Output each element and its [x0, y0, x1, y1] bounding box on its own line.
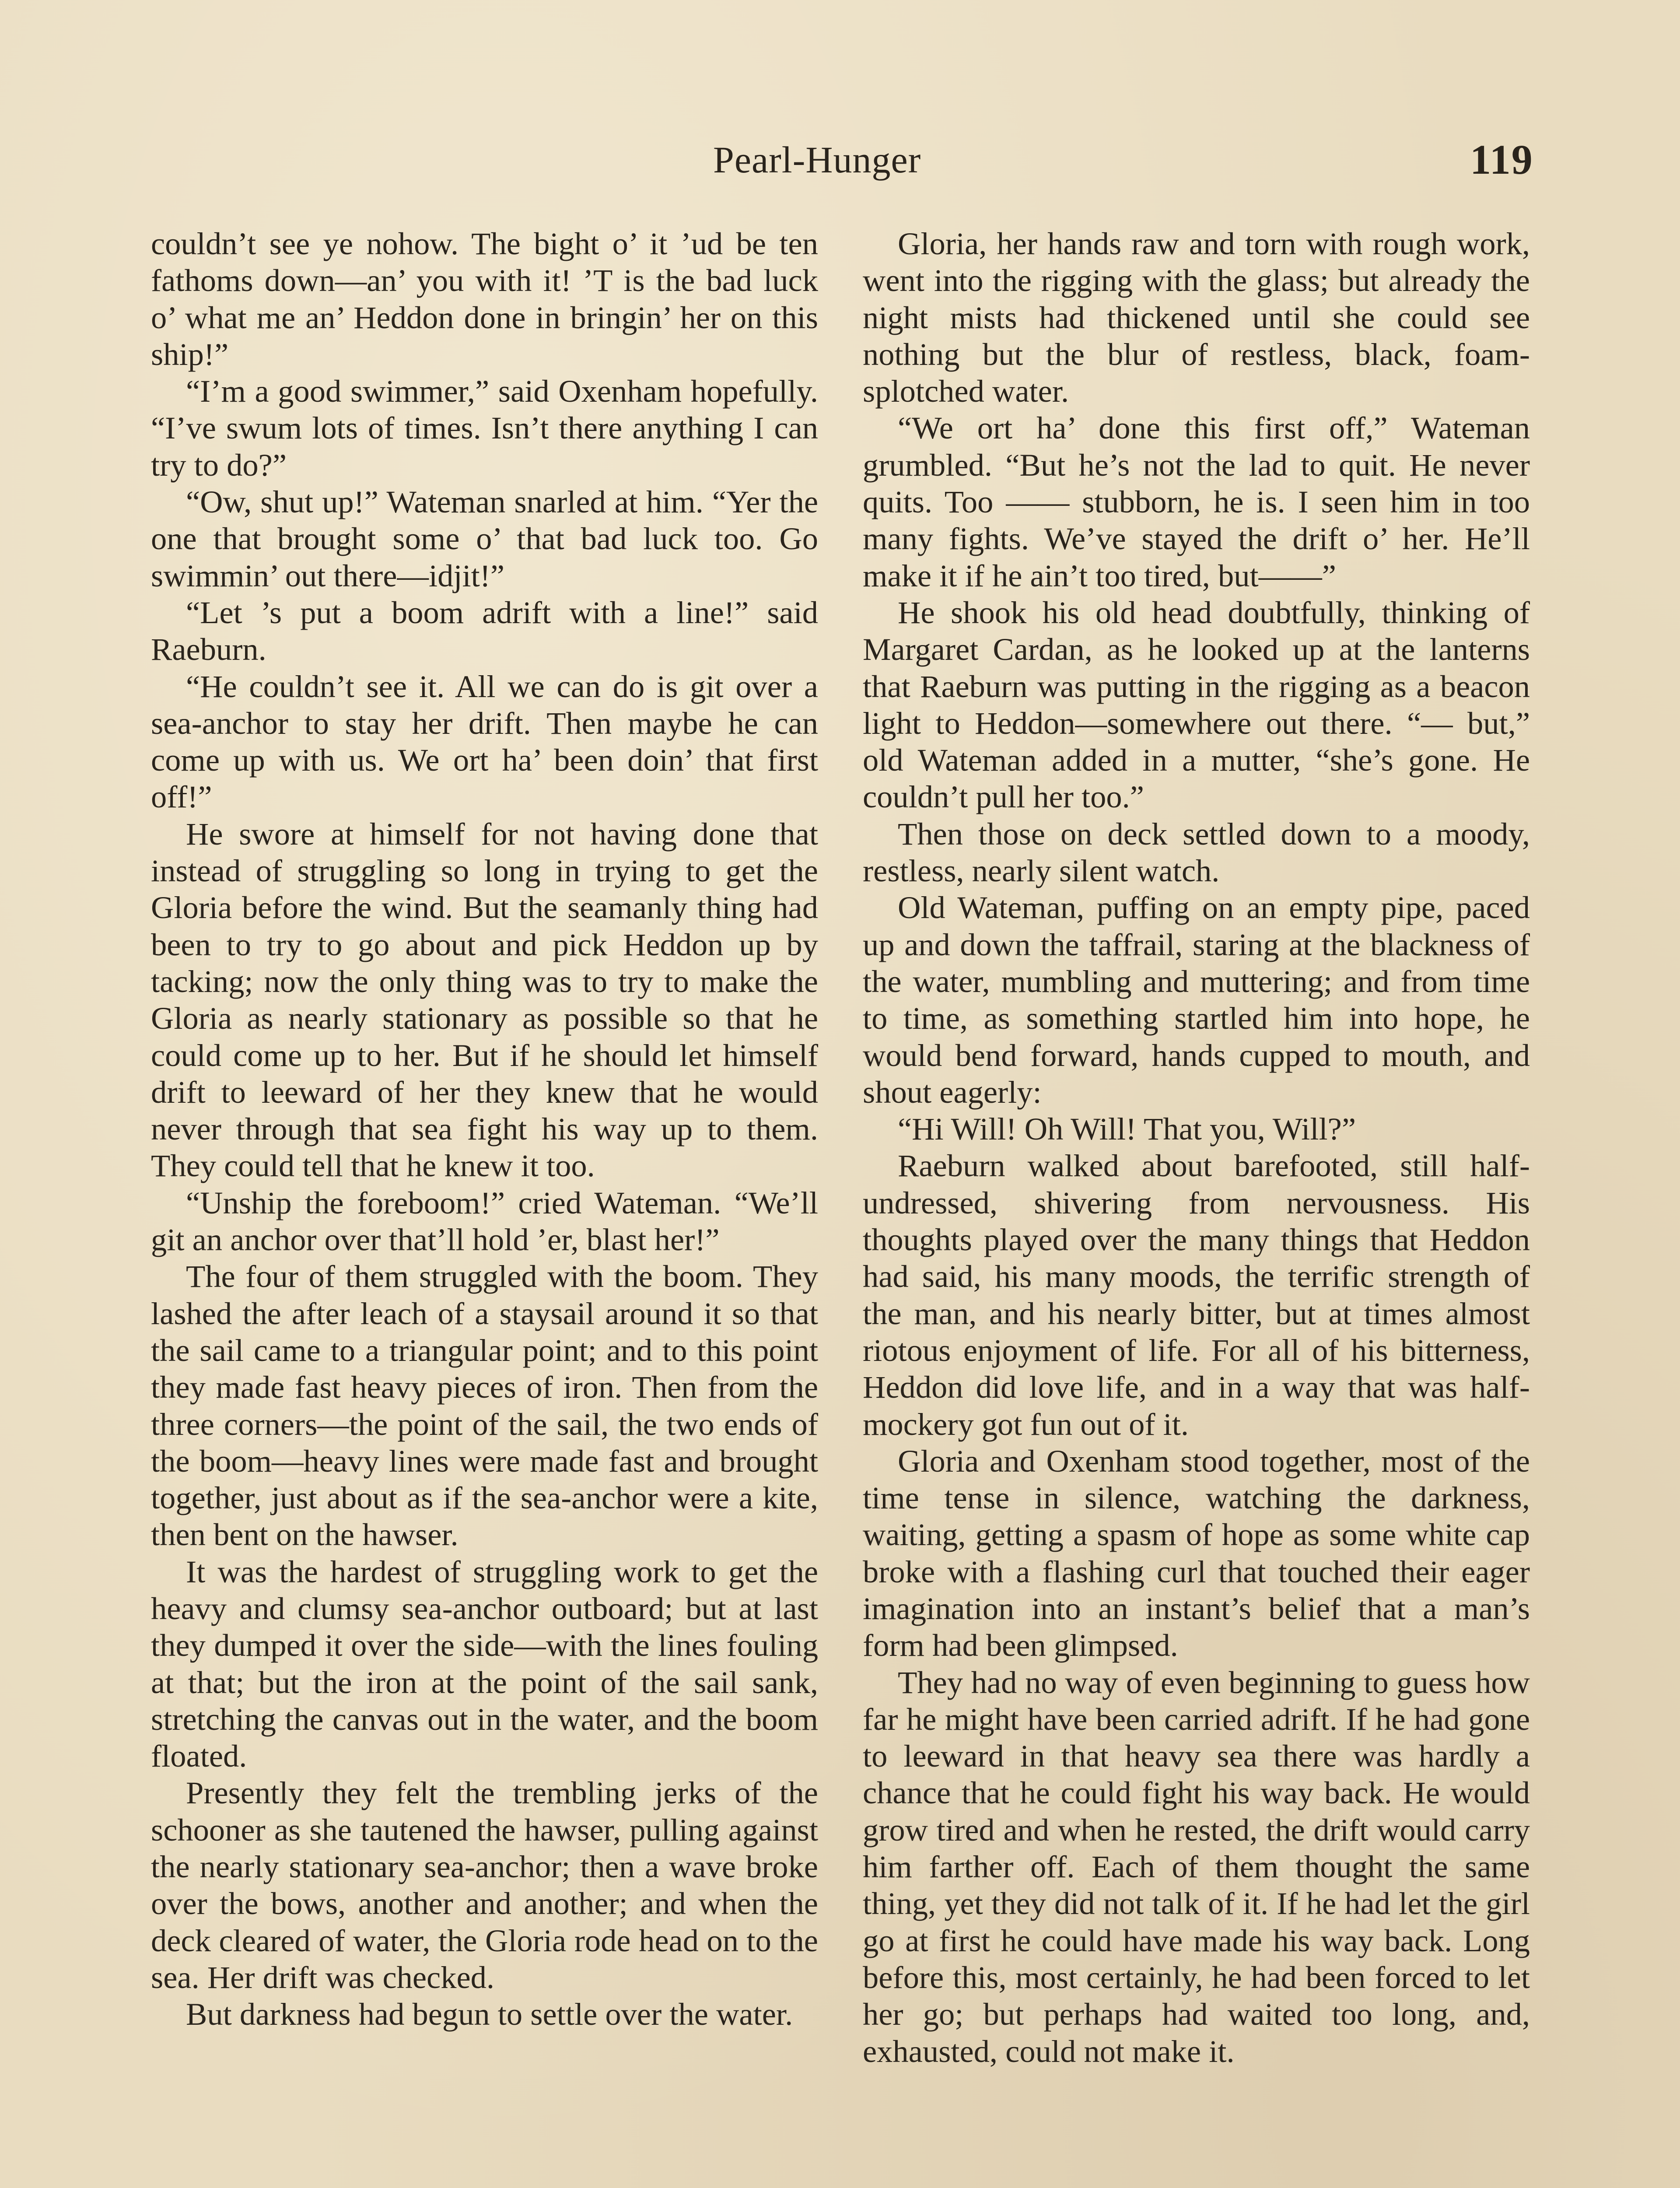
page-header	[0, 131, 1680, 193]
paragraph: They had no way of even beginning to guess how far he might have been carried adrift. If he had gone to leeward in that heavy sea there was hardly a chance that he could fight his way back. He would grow tired and when he rested, the drift would carry him farther off. Each of them thought the same thing, yet they did not talk of it. If he had let the girl go at first he could have made his way back. Long before this, most certainly, he had been forced to let her go; but perhaps had waited too long, and, exhausted, could not make it.	[863, 1664, 1530, 2069]
paragraph: “We ort ha’ done this first off,” Wateman grumbled. “But he’s not the lad to quit. He never quits. Too —— stubborn, he is. I seen him in too many fights. We’ve stayed the drift o’ her. He’ll make it if he ain’t too tired, but——”	[863, 410, 1530, 593]
paragraph: Raeburn walked about barefooted, still half-undressed, shivering from nervousness. His thoughts played over the many things that Heddon had said, his many moods, the terrific strength of the man, and his nearly bitter, but at times almost riotous enjoyment of life. For all of his bitterness, Heddon did love life, and in a way that was half-mockery got fun out of it.	[863, 1148, 1530, 1442]
paragraph: “Unship the foreboom!” cried Wateman. “We’ll git an anchor over that’ll hold ’er, blast her!”	[151, 1185, 818, 1258]
paragraph: Gloria and Oxenham stood together, most of the time tense in silence, watching the darkness, waiting, getting a spasm of hope as some white cap broke with a flashing curl that touched their eager imagination into an instant’s belief that a man’s form had been glimpsed.	[863, 1443, 1530, 1663]
paragraph: Old Wateman, puffing on an empty pipe, paced up and down the taffrail, staring at the blackness of the water, mumbling and muttering; and from time to time, as something startled him into hope, he would bend forward, hands cupped to mouth, and shout eagerly:	[863, 890, 1530, 1110]
running-title: Pearl-Hunger	[713, 139, 921, 181]
left-column	[151, 225, 818, 2033]
paragraph: “Let ’s put a boom adrift with a line!” said Raeburn.	[151, 594, 818, 667]
paragraph: The four of them struggled with the boom. They lashed the after leach of a staysail around it so that the sail came to a triangular point; and to this point they made fast heavy pieces of iron. Then from the three corners—the point of the sail, the two ends of the boom—heavy lines were made fast and brought together, just about as if the sea-anchor were a kite, then bent on the hawser.	[151, 1259, 818, 1553]
paragraph: “Hi Will! Oh Will! That you, Will?”	[898, 1111, 1356, 1147]
paragraph: couldn’t see ye nohow. The bight o’ it ’ud be ten fathoms down—an’ you with it! ’T is the bad luck o’ what me an’ Heddon done in bringin’ her on this ship!”	[151, 226, 818, 372]
paragraph: It was the hardest of struggling work to get the heavy and clumsy sea-anchor outboard; but at last they dumped it over the side—with the lines fouling at that; but the iron at the point of the sail sank, stretching the canvas out in the water, and the boom floated.	[151, 1553, 818, 1774]
paragraph: “He couldn’t see it. All we can do is git over a sea-anchor to stay her drift. Then maybe he can come up with us. We ort ha’ been doin’ that first off!”	[151, 668, 818, 815]
right-column	[863, 225, 1530, 2070]
paragraph: Presently they felt the trembling jerks of the schooner as she tautened the hawser, pulling against the nearly stationary sea-anchor; then a wave broke over the bows, another and another; and when the deck cleared of water, the Gloria rode head on to the sea. Her drift was checked.	[151, 1775, 818, 1995]
paragraph: “Ow, shut up!” Wateman snarled at him. “Yer the one that brought some o’ that bad luck too. Go swimmin’ out there—idjit!”	[151, 484, 818, 593]
paragraph: “I’m a good swimmer,” said Oxenham hopefully. “I’ve swum lots of times. Isn’t there anything I can try to do?”	[151, 373, 818, 483]
paragraph: But darkness had begun to settle over the water.	[186, 1996, 793, 2032]
paragraph: He swore at himself for not having done that instead of struggling so long in trying to get the Gloria before the wind. But the seamanly thing had been to try to go about and pick Heddon up by tacking; now the only thing was to try to make the Gloria as nearly stationary as possible so that he could come up to her. But if he should let himself drift to leeward of her they knew that he would never through that sea fight his way up to them. They could tell that he knew it too.	[151, 816, 818, 1184]
paragraph: Then those on deck settled down to a moody, restless, nearly silent watch.	[863, 816, 1530, 889]
paragraph: Gloria, her hands raw and torn with rough work, went into the rigging with the glass; but already the night mists had thickened until she could see nothing but the blur of restless, black, foam-splotched water.	[863, 226, 1530, 409]
page-number: 119	[1470, 136, 1533, 183]
paragraph: He shook his old head doubtfully, thinking of Margaret Cardan, as he looked up at the lanterns that Raeburn was putting in the rigging as a beacon light to Heddon—somewhere out there. “— but,” old Wateman added in a mutter, “she’s gone. He couldn’t pull her too.”	[863, 594, 1530, 815]
